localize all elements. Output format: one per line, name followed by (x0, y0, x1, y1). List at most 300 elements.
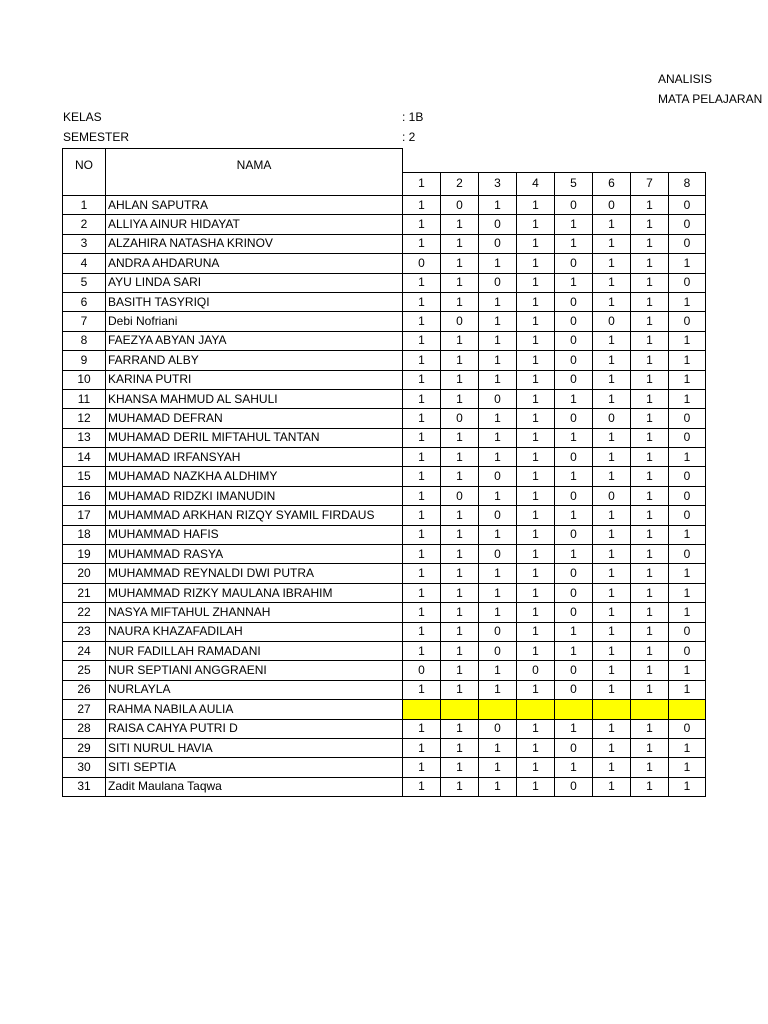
score-cell: 1 (441, 370, 479, 389)
row-number: 8 (63, 331, 106, 350)
score-cell: 1 (403, 603, 441, 622)
student-name: KHANSA MAHMUD AL SAHULI (106, 389, 403, 408)
student-name: RAISA CAHYA PUTRI D (106, 719, 403, 738)
semester-label: SEMESTER (63, 130, 130, 144)
score-cell: 1 (403, 215, 441, 234)
table-row (63, 661, 706, 680)
row-number: 14 (63, 448, 106, 467)
student-name: ANDRA AHDARUNA (106, 254, 403, 273)
score-cell: 1 (593, 351, 631, 370)
header-items-group (403, 149, 706, 173)
item-number-header: 6 (593, 172, 631, 195)
score-cell: 1 (631, 389, 669, 408)
score-cell: 1 (479, 758, 517, 777)
score-cell: 1 (403, 389, 441, 408)
score-cell: 1 (631, 467, 669, 486)
student-name: Debi Nofriani (106, 312, 403, 331)
student-name: NUR FADILLAH RAMADANI (106, 641, 403, 660)
score-cell: 1 (631, 486, 669, 505)
score-cell: 0 (593, 486, 631, 505)
score-cell: 1 (593, 389, 631, 408)
score-cell: 1 (517, 719, 555, 738)
student-name: BASITH TASYRIQI (106, 292, 403, 311)
score-cell: 1 (517, 351, 555, 370)
score-cell: 1 (555, 273, 593, 292)
score-cell (631, 700, 669, 719)
table-row (63, 719, 706, 738)
score-cell: 1 (517, 254, 555, 273)
table-row (63, 312, 706, 331)
score-cell: 0 (555, 564, 593, 583)
score-cell: 1 (669, 777, 706, 796)
score-cell: 1 (669, 389, 706, 408)
score-cell: 1 (517, 448, 555, 467)
row-number: 25 (63, 661, 106, 680)
table-row (63, 680, 706, 699)
score-cell: 0 (669, 234, 706, 253)
table-row (63, 545, 706, 564)
score-cell: 0 (555, 196, 593, 215)
score-cell: 1 (479, 583, 517, 602)
item-number-header: 4 (517, 172, 555, 195)
table-row (63, 331, 706, 350)
score-cell: 0 (403, 661, 441, 680)
score-cell: 1 (631, 603, 669, 622)
score-cell: 1 (517, 409, 555, 428)
score-cell: 0 (555, 680, 593, 699)
score-cell: 1 (479, 196, 517, 215)
score-cell: 1 (403, 273, 441, 292)
score-cell: 1 (441, 292, 479, 311)
item-number-header: 8 (669, 172, 706, 195)
score-cell: 0 (669, 312, 706, 331)
score-cell: 0 (669, 486, 706, 505)
score-cell: 1 (517, 641, 555, 660)
score-cell: 1 (403, 351, 441, 370)
score-cell: 0 (555, 351, 593, 370)
score-cell: 1 (441, 467, 479, 486)
score-cell: 1 (517, 622, 555, 641)
score-cell: 1 (593, 661, 631, 680)
score-cell: 1 (631, 738, 669, 757)
score-cell (593, 700, 631, 719)
score-cell: 1 (593, 583, 631, 602)
score-cell: 0 (441, 486, 479, 505)
score-cell: 1 (441, 777, 479, 796)
score-cell: 1 (403, 467, 441, 486)
score-cell: 0 (555, 777, 593, 796)
score-cell: 1 (669, 758, 706, 777)
score-cell: 1 (555, 234, 593, 253)
score-cell: 0 (479, 545, 517, 564)
score-cell: 1 (593, 370, 631, 389)
score-cell: 1 (593, 331, 631, 350)
row-number: 29 (63, 738, 106, 757)
score-cell: 1 (593, 215, 631, 234)
score-cell: 0 (441, 409, 479, 428)
score-cell: 1 (479, 564, 517, 583)
score-cell: 1 (631, 525, 669, 544)
score-cell: 1 (479, 738, 517, 757)
score-cell: 1 (517, 292, 555, 311)
score-cell: 0 (479, 719, 517, 738)
table-row (63, 583, 706, 602)
score-cell: 1 (631, 777, 669, 796)
score-cell: 1 (403, 234, 441, 253)
score-cell: 1 (441, 758, 479, 777)
row-number: 27 (63, 700, 106, 719)
row-number: 28 (63, 719, 106, 738)
table-row (63, 273, 706, 292)
score-cell: 1 (669, 525, 706, 544)
score-cell: 1 (517, 583, 555, 602)
score-cell: 1 (403, 545, 441, 564)
row-number: 12 (63, 409, 106, 428)
row-number: 3 (63, 234, 106, 253)
score-cell (517, 700, 555, 719)
score-cell: 1 (593, 680, 631, 699)
score-cell: 1 (631, 719, 669, 738)
row-number: 6 (63, 292, 106, 311)
row-number: 31 (63, 777, 106, 796)
student-name: FARRAND ALBY (106, 351, 403, 370)
score-cell: 1 (479, 428, 517, 447)
student-name: MUHAMMAD REYNALDI DWI PUTRA (106, 564, 403, 583)
score-cell: 1 (593, 603, 631, 622)
score-cell: 1 (403, 583, 441, 602)
table-row (63, 758, 706, 777)
table-row (63, 486, 706, 505)
score-cell: 1 (593, 738, 631, 757)
table-row (63, 603, 706, 622)
header-nama: NAMA (106, 149, 403, 196)
score-cell: 1 (593, 719, 631, 738)
score-cell: 1 (631, 506, 669, 525)
score-cell: 1 (479, 312, 517, 331)
row-number: 19 (63, 545, 106, 564)
row-number: 2 (63, 215, 106, 234)
row-number: 10 (63, 370, 106, 389)
score-cell: 0 (593, 409, 631, 428)
score-cell: 1 (631, 428, 669, 447)
score-cell: 1 (669, 351, 706, 370)
score-cell: 0 (479, 234, 517, 253)
score-cell: 0 (669, 215, 706, 234)
score-cell: 1 (479, 448, 517, 467)
score-cell: 1 (593, 758, 631, 777)
score-cell: 1 (517, 758, 555, 777)
row-number: 16 (63, 486, 106, 505)
score-cell: 1 (517, 389, 555, 408)
score-table (62, 148, 706, 797)
score-cell: 1 (555, 758, 593, 777)
score-cell: 1 (403, 738, 441, 757)
score-cell: 1 (403, 506, 441, 525)
score-cell: 1 (517, 370, 555, 389)
table-row (63, 196, 706, 215)
row-number: 23 (63, 622, 106, 641)
student-name: ALZAHIRA NATASHA KRINOV (106, 234, 403, 253)
score-cell: 1 (479, 331, 517, 350)
score-cell: 1 (593, 428, 631, 447)
score-cell: 1 (517, 467, 555, 486)
score-cell: 1 (441, 622, 479, 641)
score-cell: 1 (555, 389, 593, 408)
item-number-header: 1 (403, 172, 441, 195)
score-cell: 1 (669, 331, 706, 350)
score-cell: 0 (669, 719, 706, 738)
score-cell: 0 (555, 603, 593, 622)
table-row (63, 467, 706, 486)
score-cell: 1 (479, 409, 517, 428)
score-cell: 1 (479, 680, 517, 699)
score-cell: 1 (403, 448, 441, 467)
row-number: 18 (63, 525, 106, 544)
score-cell: 1 (479, 603, 517, 622)
item-number-header: 5 (555, 172, 593, 195)
table-row (63, 428, 706, 447)
score-cell: 1 (669, 603, 706, 622)
score-cell: 1 (631, 545, 669, 564)
table-row (63, 738, 706, 757)
item-number-header: 2 (441, 172, 479, 195)
score-cell: 0 (517, 661, 555, 680)
score-cell: 1 (555, 719, 593, 738)
table-row (63, 254, 706, 273)
score-cell: 1 (517, 234, 555, 253)
score-cell: 1 (441, 680, 479, 699)
score-cell: 0 (479, 641, 517, 660)
score-cell: 1 (441, 583, 479, 602)
score-cell: 1 (441, 719, 479, 738)
score-cell: 1 (555, 467, 593, 486)
row-number: 1 (63, 196, 106, 215)
score-cell: 1 (441, 273, 479, 292)
row-number: 11 (63, 389, 106, 408)
kelas-label: KELAS (63, 110, 102, 124)
score-cell: 1 (555, 428, 593, 447)
score-cell: 1 (479, 661, 517, 680)
student-name: NASYA MIFTAHUL ZHANNAH (106, 603, 403, 622)
score-cell: 1 (517, 312, 555, 331)
score-cell (669, 700, 706, 719)
score-cell: 1 (593, 254, 631, 273)
score-cell: 0 (669, 428, 706, 447)
row-number: 7 (63, 312, 106, 331)
score-cell: 0 (555, 331, 593, 350)
student-name: MUHAMAD NAZKHA ALDHIMY (106, 467, 403, 486)
row-number: 4 (63, 254, 106, 273)
score-cell: 1 (441, 661, 479, 680)
row-number: 17 (63, 506, 106, 525)
student-name: KARINA PUTRI (106, 370, 403, 389)
score-cell: 0 (593, 196, 631, 215)
score-cell: 1 (403, 370, 441, 389)
score-cell: 1 (593, 273, 631, 292)
score-cell: 1 (441, 641, 479, 660)
score-cell: 1 (517, 331, 555, 350)
student-name: MUHAMAD RIDZKI IMANUDIN (106, 486, 403, 505)
score-cell: 1 (403, 777, 441, 796)
score-cell: 1 (631, 583, 669, 602)
score-cell: 1 (403, 196, 441, 215)
score-cell: 1 (403, 428, 441, 447)
score-cell: 1 (441, 448, 479, 467)
student-name: FAEZYA ABYAN JAYA (106, 331, 403, 350)
score-cell: 1 (631, 312, 669, 331)
score-cell: 0 (479, 389, 517, 408)
table-row (63, 389, 706, 408)
table-row (63, 777, 706, 796)
student-name: AHLAN SAPUTRA (106, 196, 403, 215)
score-cell: 1 (631, 641, 669, 660)
score-cell: 1 (479, 525, 517, 544)
score-cell: 1 (631, 622, 669, 641)
row-number: 9 (63, 351, 106, 370)
score-cell: 1 (555, 622, 593, 641)
score-cell (555, 700, 593, 719)
score-cell: 1 (555, 215, 593, 234)
student-name: MUHAMMAD HAFIS (106, 525, 403, 544)
score-cell: 0 (593, 312, 631, 331)
student-name: Zadit Maulana Taqwa (106, 777, 403, 796)
score-cell: 0 (555, 486, 593, 505)
score-cell: 1 (517, 777, 555, 796)
score-cell: 0 (669, 545, 706, 564)
score-cell: 1 (631, 292, 669, 311)
score-cell: 1 (441, 254, 479, 273)
score-cell: 1 (441, 428, 479, 447)
score-cell: 1 (403, 312, 441, 331)
score-cell: 0 (555, 448, 593, 467)
score-cell: 1 (403, 719, 441, 738)
student-name: MUHAMAD DERIL MIFTAHUL TANTAN (106, 428, 403, 447)
score-cell: 1 (403, 564, 441, 583)
score-cell: 1 (555, 506, 593, 525)
score-cell: 1 (669, 292, 706, 311)
score-cell: 1 (517, 428, 555, 447)
score-cell: 1 (517, 273, 555, 292)
score-cell: 1 (669, 661, 706, 680)
score-cell: 0 (555, 292, 593, 311)
row-number: 30 (63, 758, 106, 777)
score-cell: 1 (593, 564, 631, 583)
score-cell: 0 (479, 467, 517, 486)
row-number: 22 (63, 603, 106, 622)
score-cell: 1 (479, 370, 517, 389)
score-cell: 1 (517, 506, 555, 525)
score-cell: 0 (479, 506, 517, 525)
score-cell: 0 (479, 215, 517, 234)
score-cell: 1 (669, 370, 706, 389)
item-number-header: 3 (479, 172, 517, 195)
row-number: 24 (63, 641, 106, 660)
item-number-header: 7 (631, 172, 669, 195)
score-cell: 1 (669, 583, 706, 602)
score-cell: 1 (403, 409, 441, 428)
score-cell: 1 (479, 486, 517, 505)
score-cell: 0 (555, 370, 593, 389)
score-cell: 1 (441, 525, 479, 544)
score-cell: 1 (441, 234, 479, 253)
document-title-line2: MATA PELAJARAN (658, 92, 763, 106)
student-name: NUR SEPTIANI ANGGRAENI (106, 661, 403, 680)
score-cell: 1 (631, 758, 669, 777)
score-cell: 0 (669, 273, 706, 292)
table-row (63, 622, 706, 641)
student-name: SITI SEPTIA (106, 758, 403, 777)
score-cell: 0 (555, 254, 593, 273)
score-cell (479, 700, 517, 719)
score-cell: 0 (669, 506, 706, 525)
score-cell: 0 (555, 583, 593, 602)
score-cell (441, 700, 479, 719)
score-cell: 1 (403, 758, 441, 777)
score-cell: 1 (441, 389, 479, 408)
score-cell: 1 (631, 234, 669, 253)
score-cell: 1 (441, 564, 479, 583)
student-name: RAHMA NABILA AULIA (106, 700, 403, 719)
table-row (63, 564, 706, 583)
table-row (63, 215, 706, 234)
score-cell: 0 (555, 525, 593, 544)
student-name: SITI NURUL HAVIA (106, 738, 403, 757)
score-cell: 1 (593, 641, 631, 660)
score-cell: 1 (631, 370, 669, 389)
student-name: MUHAMMAD RASYA (106, 545, 403, 564)
score-rows (63, 196, 706, 797)
score-cell: 1 (479, 777, 517, 796)
score-cell: 0 (669, 196, 706, 215)
score-cell: 1 (669, 680, 706, 699)
score-cell: 1 (631, 564, 669, 583)
score-cell: 1 (517, 486, 555, 505)
semester-value: : 2 (402, 130, 416, 144)
score-cell: 1 (631, 409, 669, 428)
table-row (63, 506, 706, 525)
score-cell: 0 (555, 738, 593, 757)
score-cell: 1 (441, 215, 479, 234)
score-cell: 1 (403, 680, 441, 699)
row-number: 15 (63, 467, 106, 486)
student-name: ALLIYA AINUR HIDAYAT (106, 215, 403, 234)
score-cell: 0 (441, 312, 479, 331)
score-cell: 0 (479, 273, 517, 292)
row-number: 20 (63, 564, 106, 583)
score-cell: 1 (631, 448, 669, 467)
student-name: NURLAYLA (106, 680, 403, 699)
score-cell: 1 (403, 622, 441, 641)
score-cell: 1 (441, 738, 479, 757)
student-name: MUHAMAD DEFRAN (106, 409, 403, 428)
score-cell: 1 (593, 545, 631, 564)
score-cell: 1 (517, 680, 555, 699)
table-row (63, 641, 706, 660)
score-cell: 1 (669, 564, 706, 583)
row-number: 13 (63, 428, 106, 447)
score-cell: 1 (517, 545, 555, 564)
student-name: MUHAMAD IRFANSYAH (106, 448, 403, 467)
score-cell: 1 (631, 661, 669, 680)
score-cell: 1 (593, 622, 631, 641)
row-number: 21 (63, 583, 106, 602)
table-row (63, 700, 706, 719)
score-cell: 1 (631, 331, 669, 350)
table-row (63, 351, 706, 370)
score-cell: 1 (441, 603, 479, 622)
score-cell: 1 (631, 273, 669, 292)
student-name: MUHAMMAD RIZKY MAULANA IBRAHIM (106, 583, 403, 602)
